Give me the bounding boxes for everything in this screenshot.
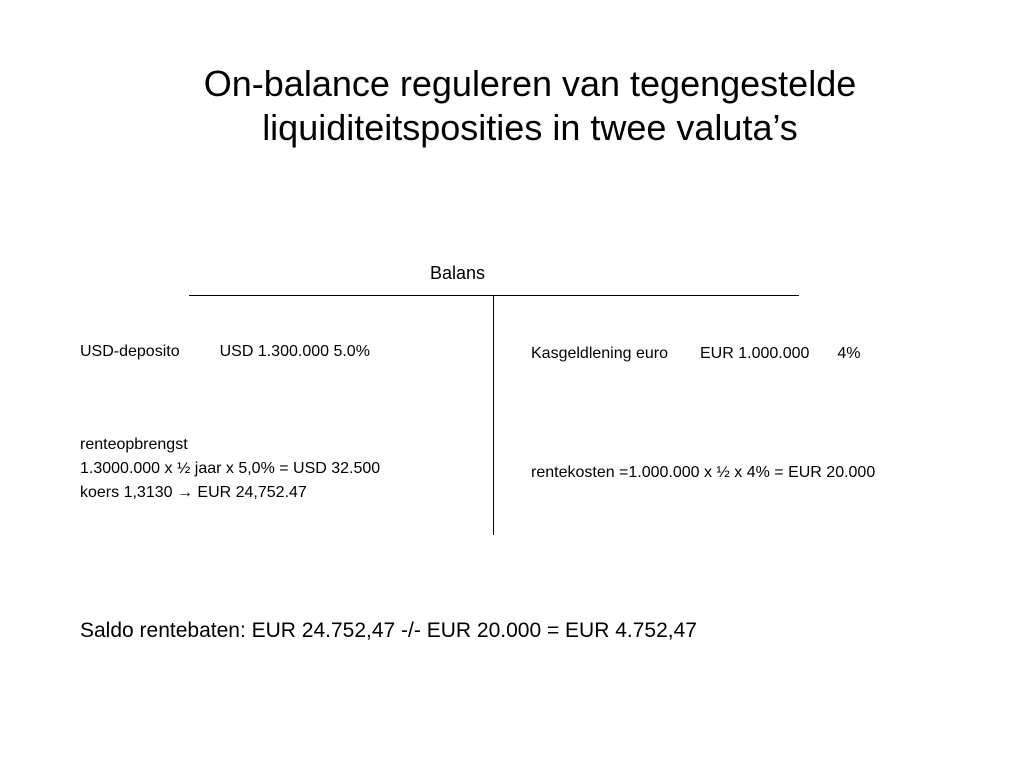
t-account-horizontal-line [189, 295, 799, 296]
slide-title [0, 62, 1024, 150]
exchange-rate-conversion: koers 1,3130 → EUR 24,752.47 [80, 484, 307, 501]
interest-cost-calculation: rentekosten =1.000.000 x ½ x 4% = EUR 20.000 [531, 464, 876, 481]
slide-title-line-1: On-balance reguleren van tegengestelde [203, 63, 857, 104]
asset-item-name: USD-deposito [80, 343, 180, 360]
interest-income-calculation: 1.3000.000 x ½ jaar x 5,0% = USD 32.500 [80, 460, 381, 477]
liability-item-name: Kasgeldlening euro [531, 345, 668, 362]
net-interest-summary: Saldo rentebaten: EUR 24.752,47 -/- EUR 20.000 = EUR 4.752,47 [80, 619, 697, 642]
interest-income-label: renteopbrengst [80, 436, 188, 453]
liability-item-amount: EUR 1.000.000 [700, 345, 810, 362]
t-account-vertical-line [493, 296, 494, 535]
liability-item-rate: 4% [837, 345, 861, 362]
liability-euro-loan-row [531, 342, 861, 366]
balance-sheet-label: Balans [430, 263, 486, 283]
slide-title-line-2: liquiditeitsposities in twee valuta’s [262, 107, 798, 148]
asset-usd-deposit-row [80, 340, 370, 364]
asset-item-amount: USD 1.300.000 5.0% [219, 343, 370, 360]
